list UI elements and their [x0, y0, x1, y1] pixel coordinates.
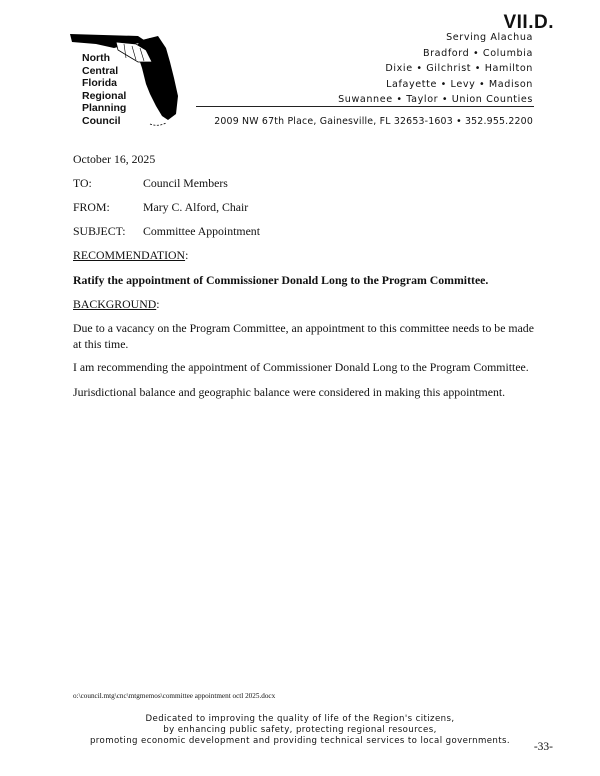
- serving-line: Lafayette • Levy • Madison: [386, 78, 533, 90]
- serving-line: Serving Alachua: [446, 32, 533, 43]
- recommendation-heading-text: RECOMMENDATION: [73, 248, 186, 262]
- council-name-line: North: [82, 52, 110, 64]
- mission-statement: [0, 714, 600, 747]
- mission-line: Dedicated to improving the quality of life of the Region's citizens,: [145, 714, 455, 724]
- recommendation-heading: RECOMMENDATION:: [73, 248, 189, 262]
- council-name: [82, 52, 126, 128]
- from-value: Mary C. Alford, Chair: [143, 200, 249, 214]
- from-label: FROM:: [73, 200, 110, 214]
- council-logo: [66, 28, 186, 128]
- background-heading: BACKGROUND:: [73, 297, 160, 311]
- council-name-line: Florida: [82, 77, 118, 90]
- serving-line: Dixie • Gilchrist • Hamilton: [385, 63, 533, 75]
- council-address: 2009 NW 67th Place, Gainesville, FL 32653-1603 • 352.955.2200: [214, 116, 533, 127]
- page-number: -33-: [533, 741, 553, 753]
- agenda-item-code: VII.D.: [503, 12, 554, 33]
- to-value: Council Members: [143, 176, 228, 190]
- memo-date: October 16, 2025: [73, 152, 156, 166]
- serving-line: Bradford • Columbia: [422, 47, 533, 59]
- subject-value: Committee Appointment: [143, 224, 260, 238]
- serving-line: Suwannee • Taylor • Union Counties: [338, 94, 533, 106]
- council-name-line: Regional: [82, 89, 127, 102]
- mission-line: promoting economic development and providing technical services to local governments.: [89, 736, 511, 746]
- serving-counties: [338, 30, 533, 108]
- mission-line: by enhancing public safety, protecting regional resources,: [163, 725, 437, 735]
- to-label: TO:: [73, 176, 92, 190]
- council-name-line: Council: [82, 114, 121, 127]
- background-paragraph: Due to a vacancy on the Program Committee, an appointment to this committee needs to be made at this time.: [73, 321, 534, 351]
- background-heading-text: BACKGROUND: [73, 297, 157, 311]
- header-divider: [196, 106, 534, 107]
- council-name-line: Central: [82, 64, 119, 77]
- file-path: o:\council.mtg\cnc\mtgmemos\committee appointment octl 2025.docx: [73, 692, 276, 700]
- recommendation-text: Ratify the appointment of Commissioner Donald Long to the Program Committee.: [73, 273, 489, 287]
- subject-label: SUBJECT:: [73, 224, 126, 238]
- council-name-line: Planning: [82, 102, 127, 115]
- background-paragraph: Jurisdictional balance and geographic balance were considered in making this appointment.: [73, 385, 506, 399]
- background-paragraph: I am recommending the appointment of Commissioner Donald Long to the Program Committee.: [73, 360, 529, 374]
